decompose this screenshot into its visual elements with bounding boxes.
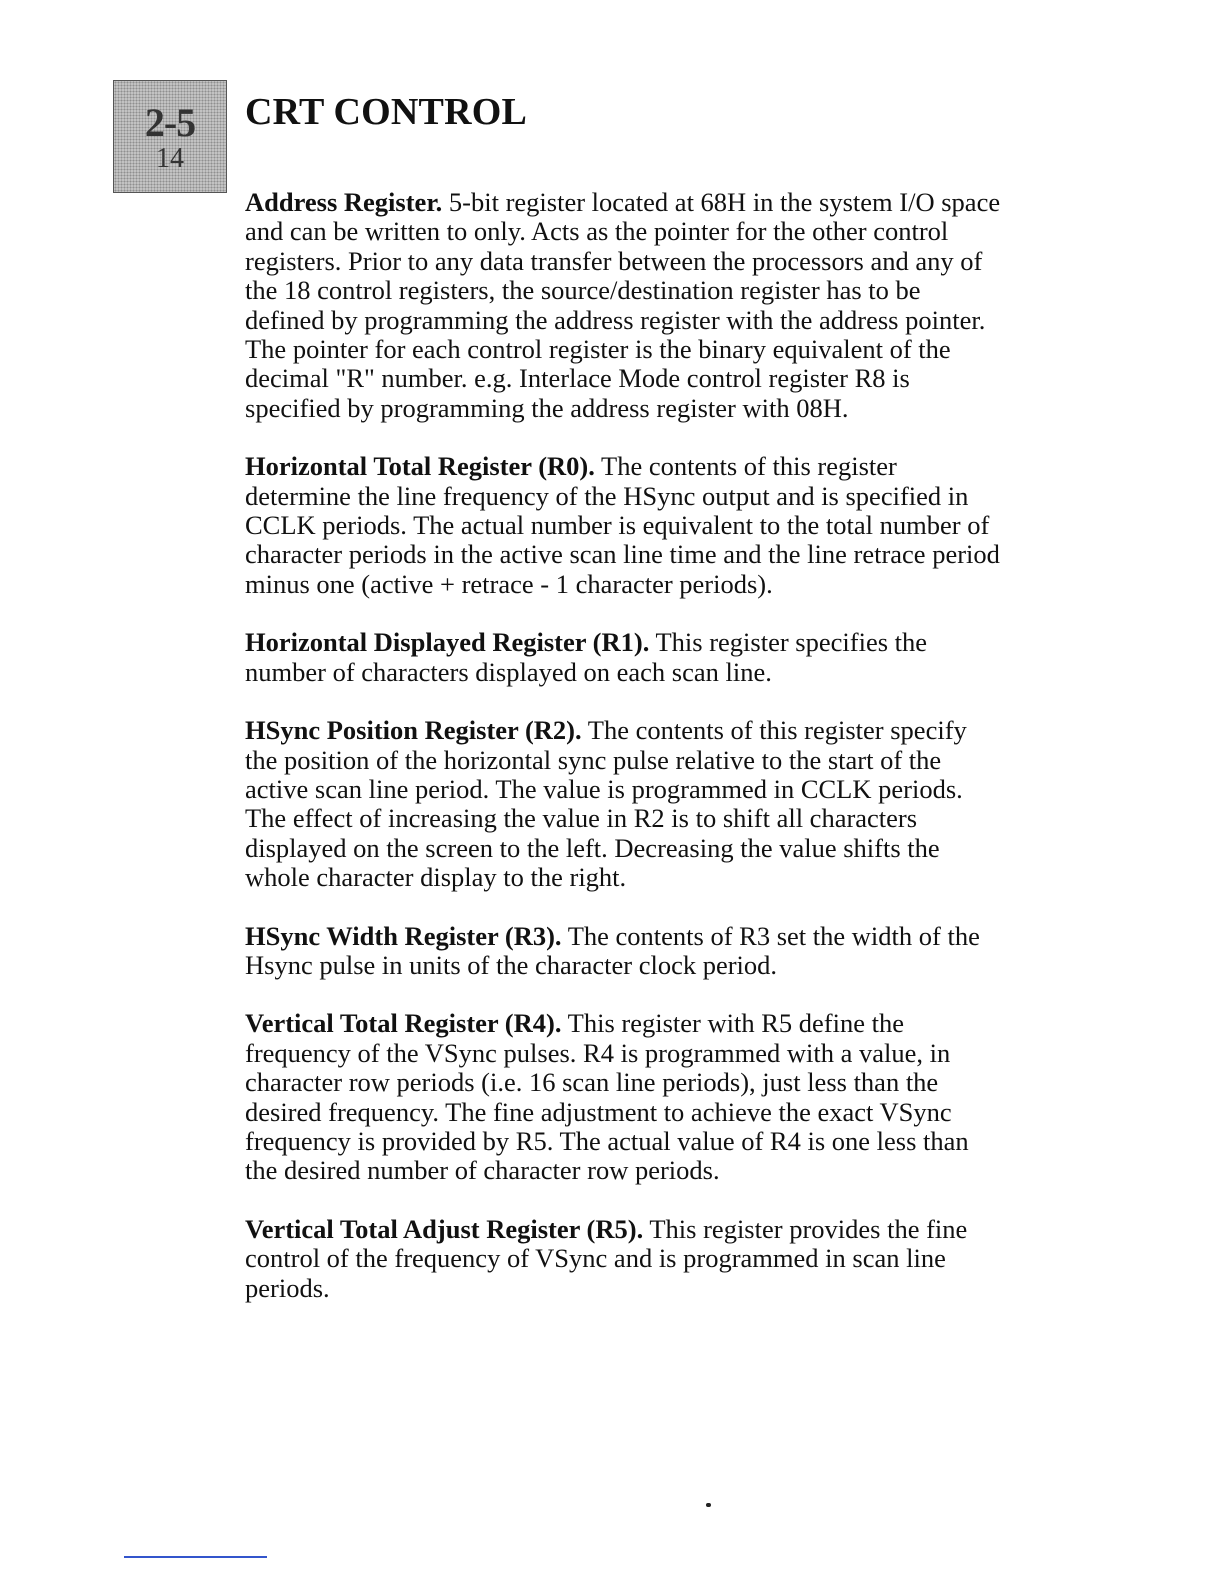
entry-term: HSync Width Register (R3).	[245, 920, 562, 951]
entry-text: The contents of R3 set the width of the Hsync pulse in units of the character clock period.	[245, 920, 980, 980]
entry-text: This register provides the fine control of the frequency of VSync and is programmed in scan line periods.	[245, 1213, 968, 1303]
entry-text: The contents of this register determine the line frequency of the HSync output and is specified in CCLK periods. The actual number is equivalent to the total number of character periods in the active scan line time and the line retrace period minus one (active + retrace - 1 character periods).	[245, 451, 1000, 599]
section-tab	[113, 80, 227, 193]
entry-hsync-width-register	[245, 922, 1005, 981]
entry-horizontal-total-register	[245, 452, 1005, 599]
entry-text: This register with R5 define the frequency of the VSync pulses. R4 is programmed with a value, in character row periods (i.e. 16 scan line periods), just less than the desired frequency. The fine adjustment to achieve the exact VSync frequency is provided by R5. The actual value of R4 is one less than the desired number of character row periods.	[245, 1008, 969, 1186]
entry-term: Vertical Total Adjust Register (R5).	[245, 1213, 644, 1244]
entry-address-register	[245, 188, 1005, 423]
entry-text: The contents of this register specify the position of the horizontal sync pulse relative to the start of the active scan line period. The value is programmed in CCLK periods. The effect of increasing the value in R2 is to shift all characters displayed on the screen to the left. Decreasing the value shifts the whole character display to the right.	[245, 715, 967, 893]
entry-vertical-total-adjust-register	[245, 1215, 1005, 1303]
section-number: 2-5	[144, 100, 196, 145]
entry-horizontal-displayed-register	[245, 628, 1005, 687]
entry-term: Horizontal Total Register (R0).	[245, 451, 595, 482]
entry-term: Address Register.	[245, 187, 443, 217]
page-title: CRT CONTROL	[245, 91, 528, 133]
entry-text: 5-bit register located at 68H in the system I/O space and can be written to only. Acts as the pointer for the other control registers. Prior to any data transfer between the processors and any of the 18 control registers, the source/destination register has to be defined by programming the address register with the address pointer. The pointer for each control register is the binary equivalent of the decimal "R" number. e.g. Interlace Mode control register R8 is specified by programming the address register with 08H.	[245, 187, 1001, 423]
register-descriptions	[245, 188, 1005, 1332]
scan-speck	[706, 1503, 711, 1507]
entry-vertical-total-register	[245, 1009, 1005, 1185]
entry-term: HSync Position Register (R2).	[245, 715, 582, 746]
footer-rule	[124, 1556, 267, 1558]
entry-term: Vertical Total Register (R4).	[245, 1008, 562, 1039]
entry-term: Horizontal Displayed Register (R1).	[245, 627, 650, 658]
entry-text: This register specifies the number of characters displayed on each scan line.	[245, 627, 928, 687]
page-number: 14	[156, 143, 184, 174]
entry-hsync-position-register	[245, 716, 1005, 892]
